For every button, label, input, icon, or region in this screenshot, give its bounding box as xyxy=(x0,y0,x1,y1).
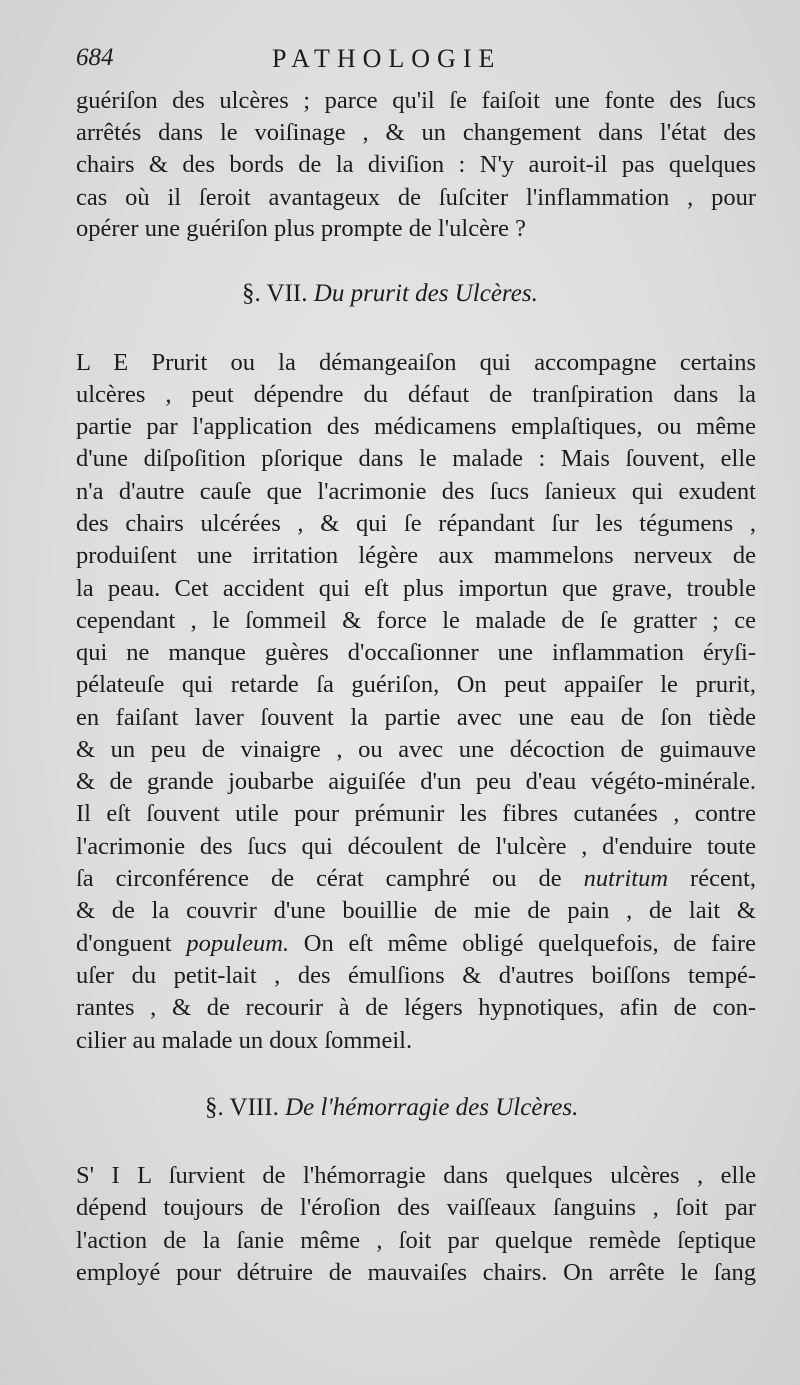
text-line: produiſent une irritation légère aux mammelons nerveux de xyxy=(76,542,756,569)
text-line xyxy=(76,929,756,959)
latin-term: populeum. xyxy=(186,930,290,957)
text-line xyxy=(76,864,756,894)
text-line: dépend toujours de l'éroſion des vaiſſeaux ſanguins , ſoit par xyxy=(76,1194,756,1221)
text-segment: On eſt même obligé quelquefois, de faire xyxy=(303,930,757,957)
text-line: uſer du petit-lait , des émulſions & d'autres boiſſons tempé- xyxy=(76,962,756,989)
text-line: Il eſt ſouvent utile pour prémunir les fibres cutanées , contre xyxy=(76,800,756,827)
text-line: & de grande joubarbe aiguiſée d'un peu d'eau végéto-minérale. xyxy=(76,768,756,795)
text-line: opérer une guériſon plus prompte de l'ulcère ? xyxy=(76,215,527,242)
text-line: arrêtés dans le voiſinage , & un changement dans l'état des xyxy=(76,119,756,146)
drop-initial: L E xyxy=(76,349,129,376)
text-line: cilier au malade un doux ſommeil. xyxy=(76,1027,413,1054)
section-heading-7 xyxy=(242,280,538,308)
section-heading-8 xyxy=(205,1094,578,1122)
text-line: pélateuſe qui retarde ſa guériſon, On peut appaiſer le prurit, xyxy=(76,671,756,698)
text-line: l'acrimonie des ſucs qui découlent de l'ulcère , d'enduire toute xyxy=(76,833,756,860)
section-title: De l'hémorragie des Ulcères. xyxy=(285,1094,579,1121)
text-line: chairs & des bords de la diviſion : N'y auroit-il pas quelques xyxy=(76,151,756,178)
running-head: PATHOLOGIE xyxy=(272,44,502,73)
section-number: §. VII. xyxy=(242,280,308,307)
text-segment: récent, xyxy=(690,865,756,892)
text-segment: ſa circonférence de cérat camphré ou de xyxy=(76,865,562,892)
text-line: en faiſant laver ſouvent la partie avec une eau de ſon tiède xyxy=(76,704,756,731)
text-line: partie par l'application des médicamens emplaſtiques, ou même xyxy=(76,413,756,440)
text-line: guériſon des ulcères ; parce qu'il ſe faiſoit une fonte des ſucs xyxy=(76,87,756,114)
text-line: des chairs ulcérées , & qui ſe répandant ſur les tégumens , xyxy=(76,510,756,537)
text-line: n'a d'autre cauſe que l'acrimonie des ſucs ſanieux qui exudent xyxy=(76,478,756,505)
page-number: 684 xyxy=(76,44,114,71)
latin-term: nutritum xyxy=(583,865,669,892)
text-line-first xyxy=(76,1161,756,1191)
section-number: §. VIII. xyxy=(205,1094,279,1121)
text-line: & un peu de vinaigre , ou avec une décoction de guimauve xyxy=(76,736,756,763)
text-line: la peau. Cet accident qui eſt plus importun que grave, trouble xyxy=(76,575,756,602)
text-segment: ſurvient de l'hémorragie dans quelques ulcères , elle xyxy=(168,1162,757,1189)
text-line: employé pour détruire de mauvaiſes chairs. On arrête le ſang xyxy=(76,1259,756,1286)
text-line: l'action de la ſanie même , ſoit par quelque remède ſeptique xyxy=(76,1227,756,1254)
section-title: Du prurit des Ulcères. xyxy=(313,280,538,307)
drop-initial: S' I L xyxy=(76,1162,152,1189)
text-line: cas où il ſeroit avantageux de ſuſciter l'inflammation , pour xyxy=(76,184,756,211)
text-line: ulcères , peut dépendre du défaut de tranſpiration dans la xyxy=(76,381,756,408)
text-segment: Prurit ou la démangeaiſon qui accompagne certains xyxy=(151,349,757,376)
text-line: rantes , & de recourir à de légers hypnotiques, afin de con- xyxy=(76,994,756,1021)
text-line: cependant , le ſommeil & force le malade de ſe gratter ; ce xyxy=(76,607,756,634)
page-header xyxy=(76,44,776,80)
text-line-first xyxy=(76,348,756,378)
text-line: d'une diſpoſition pſorique dans le malade : Mais ſouvent, elle xyxy=(76,445,756,472)
text-segment: d'onguent xyxy=(76,930,172,957)
text-line: & de la couvrir d'une bouillie de mie de pain , de lait & xyxy=(76,897,756,924)
text-line: qui ne manque guères d'occaſionner une inflammation éryſi- xyxy=(76,639,756,666)
